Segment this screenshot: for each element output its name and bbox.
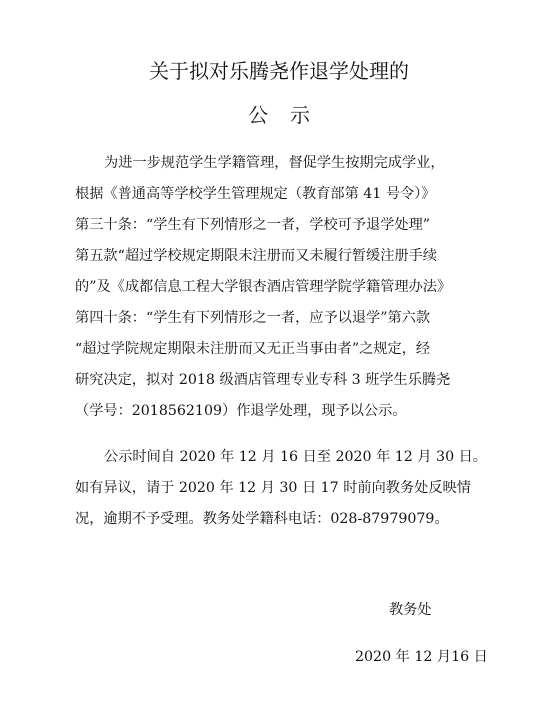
document-subtitle: 公示 — [248, 103, 332, 127]
paragraph-line: 况，逾期不予受理。教务处学籍科电话：028-87979079。 — [75, 511, 449, 527]
paragraph-line: 的”及《成都信息工程大学银杏酒店管理学院学籍管理办法》 — [75, 279, 452, 295]
signature-office: 教务处 — [389, 602, 432, 618]
signature-date: 2020 年 12 月16 日 — [355, 649, 488, 665]
paragraph-line: 第三十条：“学生有下列情形之一者，学校可予退学处理” — [75, 217, 431, 233]
paragraph-line: 第五款“超过学校规定期限未注册而又未履行暂缓注册手续 — [75, 248, 437, 264]
paragraph-line: 如有异议，请于 2020 年 12 月 30 日 17 时前向教务处反映情 — [75, 480, 471, 496]
paragraph-line: （学号：2018562109）作退学处理，现予以公示。 — [75, 403, 407, 419]
notice-paragraph-1 — [75, 148, 495, 427]
document-title: 关于拟对乐腾尧作退学处理的 — [149, 59, 409, 83]
notice-paragraph-2 — [75, 442, 495, 535]
paragraph-line: “超过学院规定期限未注册而又无正当事由者”之规定，经 — [75, 341, 431, 357]
paragraph-line: 第四十条：“学生有下列情形之一者，应予以退学”第六款 — [75, 310, 431, 326]
paragraph-line: 公示时间自 2020 年 12 月 16 日至 2020 年 12 月 30 日。 — [104, 449, 487, 465]
paragraph-line: 研究决定，拟对 2018 级酒店管理专业专科 3 班学生乐腾尧 — [75, 372, 451, 388]
paragraph-line: 根据《普通高等学校学生管理规定（教育部第 41 号令）》 — [75, 186, 436, 202]
paragraph-line: 为进一步规范学生学籍管理，督促学生按期完成学业， — [104, 155, 445, 171]
